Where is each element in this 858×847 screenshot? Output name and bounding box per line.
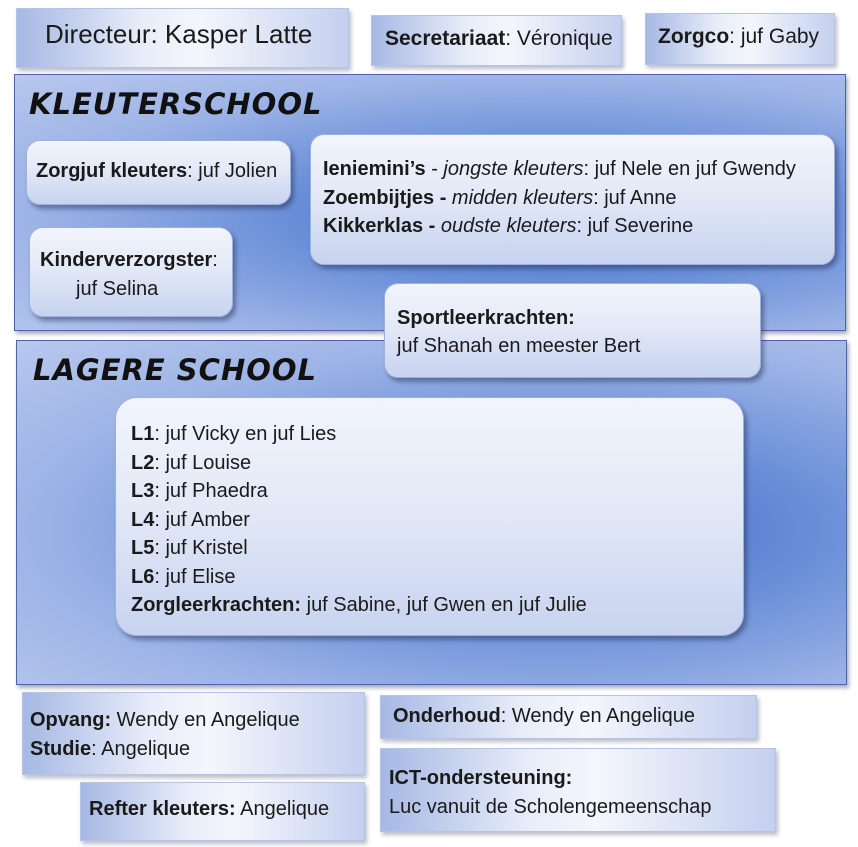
refter-label: Refter kleuters: xyxy=(89,798,236,820)
lagere-klas-row: L5: juf Kristel xyxy=(131,537,248,559)
lagere-klas-row: L6: juf Elise xyxy=(131,565,236,588)
refter-kleuters-box xyxy=(80,782,365,841)
zorgco-label: Zorgco xyxy=(658,25,730,48)
lagere-klas-row: L1: juf Vicky en juf Lies xyxy=(131,423,337,445)
studie-label: Studie xyxy=(30,737,92,760)
zorgco-name: : juf Gaby xyxy=(729,25,820,48)
kleuterklas-row: Kikkerklas - oudste kleuters: juf Severine xyxy=(323,215,694,237)
lagere-school-title: LAGERE SCHOOL xyxy=(33,353,317,387)
ict-value: Luc vanuit de Scholengemeenschap xyxy=(389,795,712,818)
zorgjuf-name: : juf Jolien xyxy=(187,160,278,182)
kleuterklas-row: Zoembijtjes - midden kleuters: juf Anne xyxy=(323,186,677,209)
onderhoud-box xyxy=(380,695,757,739)
lagere-klas-row: L3: juf Phaedra xyxy=(131,480,268,502)
directeur-name: : Kasper Latte xyxy=(150,19,313,49)
kleuterklas-row: Ieniemini’s - jongste kleuters: juf Nele en juf Gwendy xyxy=(323,158,796,180)
lagere-klassen-box xyxy=(115,397,744,636)
onderhoud-names: : Wendy en Angelique xyxy=(500,705,695,727)
kinderverzorgster-box: Kinderverzorgster: juf Selina xyxy=(29,227,233,317)
sport-names: juf Shanah en meester Bert xyxy=(397,335,641,357)
zorgjuf-label: Zorgjuf kleuters xyxy=(36,160,188,182)
directeur-box xyxy=(16,8,349,68)
zorgleerkrachten-row: Zorgleerkrachten: juf Sabine, juf Gwen en juf Julie xyxy=(131,594,587,616)
lagere-klas-row: L2: juf Louise xyxy=(131,451,252,474)
directeur-label: Directeur xyxy=(45,19,151,49)
secretariaat-label: Secretariaat xyxy=(385,27,506,50)
zorgco-box xyxy=(645,13,835,65)
zorgjuf-kleuters-box xyxy=(26,140,291,205)
opvang-names: Wendy en Angelique xyxy=(111,709,300,731)
opvang-studie-box xyxy=(22,692,365,775)
kleuterklassen-box xyxy=(310,134,835,265)
onderhoud-label: Onderhoud xyxy=(393,705,501,727)
studie-name: : Angelique xyxy=(91,737,191,760)
kinderverzorgster-label: Kinderverzorgster xyxy=(40,249,213,271)
sportleerkrachten-box xyxy=(384,283,761,378)
refter-name: Angelique xyxy=(235,798,330,820)
lagere-klas-row: L4: juf Amber xyxy=(131,508,250,531)
secretariaat-box xyxy=(371,15,622,66)
secretariaat-name: : Véronique xyxy=(505,27,613,50)
kleuterschool-title: KLEUTERSCHOOL xyxy=(29,87,323,121)
ict-label: ICT-ondersteuning: xyxy=(389,767,573,789)
opvang-label: Opvang: xyxy=(30,709,112,731)
sport-label: Sportleerkrachten: xyxy=(397,307,575,329)
kinderverzorgster-name: juf Selina xyxy=(76,278,159,300)
ict-box xyxy=(380,748,776,832)
